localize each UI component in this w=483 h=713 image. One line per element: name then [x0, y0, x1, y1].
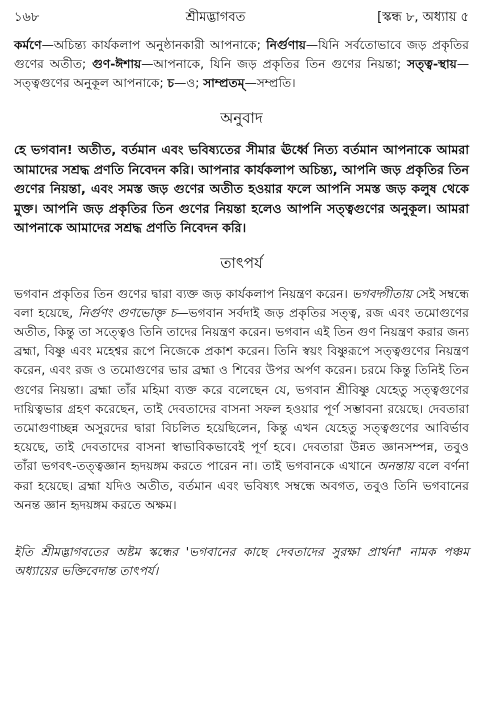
purport-part: সেই সম্বন্ধে বলা হয়েছে,: [14, 286, 469, 320]
synonym-meaning: —সত্ত্বগুণের অনুকূল আপনাকে;: [14, 57, 470, 90]
synonym-meaning: —আপনাকে, যিনি জড় প্রকৃতির তিন গুণের নিয়ন্তা;: [141, 57, 408, 71]
synonym-meaning: —সম্প্রতি।: [244, 76, 296, 90]
purport-heading: তাৎপর্য: [220, 253, 263, 272]
verse-quote: নির্গুণং গুণভোক্তৃ চ: [78, 305, 177, 320]
synonym-meaning: —ও;: [174, 76, 204, 90]
synonym-term: কর্মণে: [14, 38, 42, 52]
synonym-term: সত্ত্ব-স্থায়: [407, 57, 457, 71]
purport-part: —ভগবান সর্বদাই জড় প্রকৃতির সত্ত্ব, রজ এবং তমোগুণের অতীত, কিন্তু তা সত্ত্বেও তিনি তাদের নিয়ন্ত্রণ করেন। ভগবান এই তিন গুণ নিয়ন্ত্রণ করার জন্য ব্রহ্মা, বিষ্ণু এবং মহেশ্বর রূপে নিজেকে প্রকাশ করেন। তিনি স্বয়ং বিষ্ণুরূপে সত্ত্বগুণের নিয়ন্ত্রণ করেন, এবং রজ ও তমোগুণের ভার ব্রহ্মা ও শিবের উপর অর্পণ করেন। চরমে কিন্তু তিনিই তিন গুণের নিয়ন্তা। ব্রহ্মা তাঁর মহিমা ব্যক্ত করে বলেছেন যে, ভগবান শ্রীবিষ্ণু যেহেতু সত্ত্বগুণের দায়িত্বভার গ্রহণ করেছেন, তাই দেবতাদের বাসনা সফল হওয়ার পূর্ণ সম্ভাবনা রয়েছে। দেবতারা তমোগুণাচ্ছন্ন অসুরদের দ্বারা বিচলিত হয়েছিলেন, কিন্তু এখন যেহেতু সত্ত্বগুণের আবির্ভাব হয়েছে, তাই দেবতাদের বাসনা স্বাভাবিকভাবেই পূর্ণ হবে। দেবতারা উন্নত জ্ঞানসম্পন্ন, তবুও তাঁরা ভগবৎ-তত্ত্বজ্ঞান হৃদয়ঙ্গম করতে পারেন না। তাই ভগবানকে এখানে: [14, 305, 469, 474]
synonym-term: গুণ-ঈশায়: [92, 57, 142, 71]
purport-part: বলে বর্ণনা করা হয়েছে। ব্রহ্মা যদিও অতীত, বর্তমান এবং ভবিষ্যৎ সম্বন্ধে অবগত, তবুও তিনি ভগবানের অনন্ত জ্ঞান হৃদয়ঙ্গম করতে অক্ষম।: [14, 459, 469, 512]
word-meanings: [14, 36, 469, 93]
synonym-meaning: —অচিন্ত্য কার্যকলাপ অনুষ্ঠানকারী আপনাকে;: [41, 38, 267, 52]
chapter-colophon: ইতি শ্রীমদ্ভাগবতের অষ্টম স্কন্ধের 'ভগবানের কাছে দেবতাদের সুরক্ষা প্রার্থনা' নামক পঞ্চম অধ্যায়ের ভক্তিবেদান্ত তাৎপর্য।: [14, 544, 469, 578]
running-header: [14, 8, 469, 32]
ananta-term: অনন্তায়: [376, 459, 414, 474]
synonym-term: নির্গুণায়: [266, 38, 306, 52]
book-title: শ্রীমদ্ভাগবত: [185, 10, 246, 25]
synonym-term: চ: [167, 76, 175, 90]
gita-reference: ভগবদ্গীতায়: [351, 286, 412, 301]
purport-part: ভগবান প্রকৃতির তিন গুণের দ্বারা ব্যক্ত জড় কার্যকলাপ নিয়ন্ত্রণ করেন।: [14, 286, 352, 301]
purport-text: [14, 285, 469, 515]
section-reference: [স্কন্ধ ৮, অধ্যায় ৫: [377, 10, 469, 25]
synonym-term: সাম্প্রতম্: [203, 76, 245, 90]
book-page: [14, 8, 469, 581]
translation-text: হে ভগবান! অতীত, বর্তমান এবং ভবিষ্যতের সীমার ঊর্ধ্বে নিত্য বর্তমান আপনাকে আমরা আমাদের সশ্রদ্ধ প্রণতি নিবেদন করি। আপনার কার্যকলাপ অচিন্ত্য, আপনি জড় প্রকৃতির তিন গুণের নিয়ন্তা, এবং সমস্ত জড় গুণের অতীত হওয়ার ফলে আপনি সমস্ত জড় কলুষ থেকে মুক্ত। আপনি জড় প্রকৃতির তিন গুণের নিয়ন্তা হলেও আপনি সত্ত্বগুণের অনুকূল। আমরা আপনাকে আমাদের সশ্রদ্ধ প্রণতি নিবেদন করি।: [14, 142, 469, 235]
translation-heading: অনুবাদ: [220, 109, 263, 127]
synonym-meaning: —যিনি সর্বতোভাবে জড় প্রকৃতির গুণের অতীত;: [14, 38, 469, 71]
page-number: ১৬৮: [14, 10, 40, 25]
